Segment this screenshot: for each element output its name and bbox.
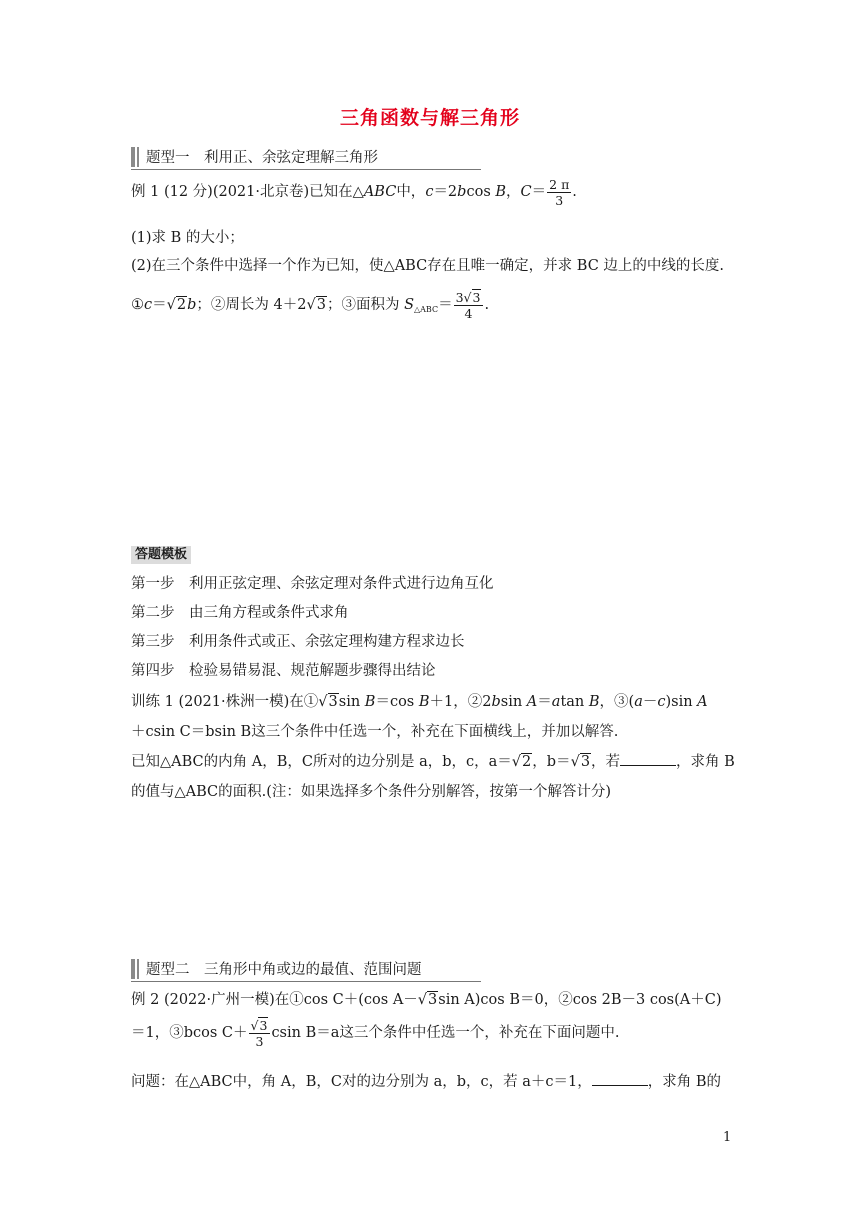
header-bar-thick xyxy=(131,147,135,167)
header-bar-thick xyxy=(131,959,135,979)
fraction-sqrt3-over-3: $\frac{√3}{3}$ xyxy=(249,1018,271,1049)
training1-line1: 训练 1 (2021·株洲一模)在①√3sin B＝cos B＋1，②2bsin A＝atan B，③(a－c)sin A xyxy=(131,694,708,710)
header-bar-thin xyxy=(137,959,139,979)
fill-in-blank xyxy=(592,1073,648,1086)
section-header-type1 xyxy=(131,145,481,170)
answer-template-badge: 答题模板 xyxy=(131,546,191,564)
example1-question1: (1)求 B 的大小； xyxy=(131,230,244,246)
sqrt-symbol: √2 xyxy=(166,297,187,313)
example1-conditions: ①c＝√2b；②周长为 4＋2√3；③面积为 $S_{\triangle ABC}=$ $\frac{3√3}{4}$ . xyxy=(131,289,490,321)
example2-line3: 问题：在△ABC中，角 A，B，C对的边分别为 a，b，c，若 a＋c＝1， ，求角 B的 xyxy=(131,1074,721,1090)
example1-question2: (2)在三个条件中选择一个作为已知，使△ABC存在且唯一确定，并求 BC 边上的中线的长度. xyxy=(131,258,725,274)
section-header-type2 xyxy=(131,957,481,982)
training1-line4: 的值与△ABC的面积.(注：如果选择多个条件分别解答，按第一个解答计分) xyxy=(131,784,612,800)
example2-line2: ＝1，③bcos C＋ $\frac{√3}{3}$ csin B＝a这三个条件中任选一个，补充在下面问题中. xyxy=(131,1017,620,1049)
page-number: 1 xyxy=(723,1130,732,1145)
section-header-label: 题型一 利用正、余弦定理解三角形 xyxy=(146,150,378,166)
template-step-2: 第二步 由三角方程或条件式求角 xyxy=(131,605,349,621)
document-title: 三角函数与解三角形 xyxy=(339,107,520,129)
template-step-4: 第四步 检验易错易混、规范解题步骤得出结论 xyxy=(131,663,436,679)
header-bar-thin xyxy=(137,147,139,167)
fraction-3sqrt3-over-4: $\frac{3√3}{4}$ xyxy=(454,290,484,321)
template-step-3: 第三步 利用条件式或正、余弦定理构建方程求边长 xyxy=(131,634,465,650)
sqrt-symbol: √3 xyxy=(306,297,326,313)
training1-line3: 已知△ABC的内角 A，B，C所对的边分别是 a，b，c，a＝√2，b＝√3，若 ，求角 B xyxy=(131,754,735,770)
fill-in-blank xyxy=(620,753,676,766)
section-header-label: 题型二 三角形中角或边的最值、范围问题 xyxy=(146,962,422,978)
example2-line1: 例 2 (2022·广州一模)在①cos C＋(cos A－√3sin A)cos B＝0，②cos 2B－3 cos(A＋C) xyxy=(131,992,722,1008)
example1-stem: 例 1 (12 分)(2021·北京卷)已知在△ABC中，c＝2bcos B，C＝ $\frac{2 \pi}{3}$ . xyxy=(131,176,577,208)
fraction-2pi-over-3: $\frac{2 \pi}{3}$ xyxy=(549,176,570,208)
training1-line2: ＋csin C＝bsin B这三个条件中任选一个，补充在下面横线上，并加以解答. xyxy=(131,724,619,740)
template-step-1: 第一步 利用正弦定理、余弦定理对条件式进行边角互化 xyxy=(131,576,494,592)
